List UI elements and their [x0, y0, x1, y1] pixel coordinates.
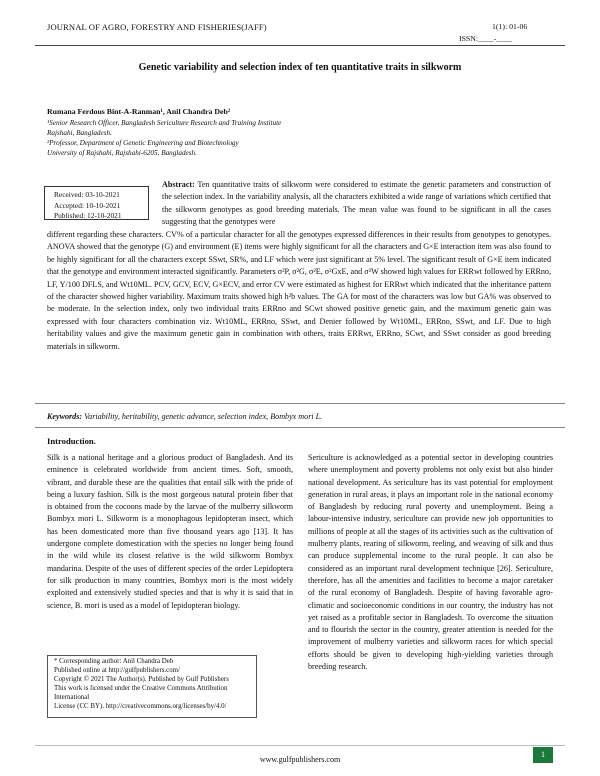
- page-number: 1: [533, 747, 553, 763]
- authors: Rumana Ferdous Bint-A-Ranman¹, Anil Chandra Deb²: [47, 107, 231, 116]
- affiliation-4: University of Rajshahi, Rajshahi-6205, Bangladesh.: [47, 149, 197, 157]
- note-line: * Corresponding author: Anil Chandra Deb: [54, 658, 174, 665]
- keywords-top-rule: [35, 403, 565, 404]
- section-heading: Introduction.: [47, 436, 96, 446]
- abstract-body: different regarding these characters. CV% of a particular character for all the genotypes expressed differences in their results from genotypes to genotypes. ANOVA showed that the genotype (G) and environment (E) items were highly significant for all the characters and G×E interaction item was also found to be highly significant for all the characters except SSwt, SR%, and LF which were just significant at 5% level. The significant result of G×E item indicated that the genotype and environment interacted significantly. Parameters σ²P, σ²G, σ²E, σ²GxE, and σ²W showed high values for ERRwt followed by ERRno, LF, Y/100 DFLS, and Wt10ML. PCV, GCV, ECV, G×ECV, and error CV were estimated as highest for ERRwt which indicated that the inheritance pattern of the character showed higher variability. Maximum traits showed high h²b values. The GA for most of the characters was low but GA% was observed to be moderate. In the selection index, only two individual traits ERRno and SCwt showed positive genetic gain, and the maximum genetic gain was expressed with four characters combination viz. Wt10ML, ERRno, SSwt, and Denier followed by Wt10ML, ERRno, SSwt, and LF. Due to high heritability values and give the maximum genetic gain in combination with others, traits ERRwt, ERRno, SCwt, and SSwt consider as good breeding materials in silkworm.: [47, 230, 551, 351]
- note-line: Published online at http://gulfpublishers.com/: [54, 666, 180, 674]
- note-line: This work is licensed under the Creative Commons Attribution International: [54, 684, 228, 701]
- abstract-lead: [162, 179, 551, 229]
- header-divider: [35, 45, 565, 46]
- keywords-text: Variability, heritability, genetic advance, selection index, Bombyx mori L.: [82, 412, 323, 421]
- journal-name: JOURNAL OF AGRO, FORESTRY AND FISHERIES(JAFF): [47, 22, 267, 32]
- keywords-label: Keywords:: [47, 412, 83, 421]
- received-date: Received: 03-10-2021: [54, 190, 120, 199]
- note-line: Copyright © 2021 The Author(s). Published by Gulf Publishers: [54, 675, 229, 683]
- published-date: Published: 12-10-2021: [54, 211, 122, 220]
- abstract-lead-text: Ten quantitative traits of silkworm were considered to estimate the genetic parameters and construction of the selection index. In the variability analysis, all the characters exhibited a wide range of variations which certified that the silkworm genotypes as good breeding materials. The mean value was found to be significant in all the cases suggesting that the genotypes were: [162, 180, 551, 227]
- abstract-label: Abstract:: [162, 180, 195, 189]
- intro-left-column: Silk is a national heritage and a glorious product of Bangladesh. And its eminence is celebrated worldwide from ancient times. Soft, smooth, vibrant, and durable these are the qualities that entail silk with the pride of being a luxury fashion. Silk is the most gorgeous natural protein fiber that is obtained from the cocoons made by the larvae of the mulberry silkworm Bombyx mori L. Silkworm is a monophagous lepidopteran insect, which has been domesticated more than five thousand years ago [13]. It has undergone complete domestication with the species no longer being found in the wild while its closest relative is the wild silkworm Bombyx mandarina. Despite of the uses of different species of the order Lepidoptera for silk production in many countries, Bombyx mori is the most widely exploited and extensively studied species and that is why it is said that in science, B. mori is used as a model of lepidopteran biology.: [47, 453, 293, 610]
- keywords-bottom-rule: [35, 427, 565, 428]
- footer-website[interactable]: www.gulfpublishers.com: [259, 755, 341, 764]
- dates-box: [44, 186, 149, 220]
- footer-divider: [35, 745, 565, 746]
- keywords: [47, 412, 551, 421]
- volume-issue: 1(1): 01-06: [492, 22, 528, 31]
- issn: ISSN:____-____: [459, 34, 512, 43]
- corresponding-note: [47, 655, 257, 718]
- affiliation-3: ²Professor, Department of Genetic Engineering and Biotechnology: [47, 139, 239, 147]
- accepted-date: Accepted: 10-10-2021: [54, 200, 121, 210]
- affiliation-1: ¹Senior Research Officer, Bangladesh Sericulture Research and Training Institute: [47, 119, 282, 127]
- intro-right-column: Sericulture is acknowledged as a potential sector in developing countries where unemployment and poverty problems not only exist but also hinder national development. As sericulture has its vast potential for employment generation in rural areas, it plays an important role in the national economy of Bangladesh by reducing rural poverty and unemployment. Being a labour-intensive industry, sericulture can provide new job opportunities to millions of people at all the stages of its activities such as the cultivation of mulberry plants, rearing of silkworm, reeling, and weaving of silk and thus can produce supplemental income to the rural people. It can also be considered as an important rural development technique [26]. Sericulture, therefore, has all the amenities and facilities to become a major caretaker of the rural economy of Bangladesh. Despite of having favorable agro-climatic and socioeconomic conditions in our country, the industry has not yet raised as a profitable sector in Bangladesh. To overcome the situation and to flourish the sector in the country, greater attention is needed for the improvement of mulberry varieties and silkworm races for which special efforts should be given to developing high-yielding varieties through breeding research.: [308, 453, 553, 672]
- paper-title: Genetic variability and selection index of ten quantitative traits in silkworm: [138, 62, 462, 73]
- note-line: License (CC BY). http://creativecommons.org/licenses/by/4.0/: [54, 702, 227, 710]
- affiliation-2: Rajshahi, Bangladesh.: [47, 129, 112, 137]
